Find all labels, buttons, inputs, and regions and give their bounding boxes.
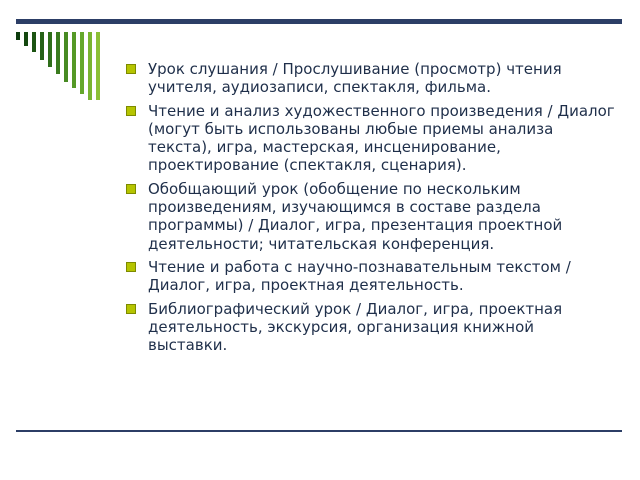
stripe (56, 32, 60, 74)
square-bullet-icon (126, 106, 136, 116)
stripe (88, 32, 92, 100)
square-bullet-icon (126, 304, 136, 314)
list-item (126, 102, 616, 175)
stripe (24, 32, 28, 46)
decorative-stripes (0, 0, 120, 120)
stripe (32, 32, 36, 52)
bullet-text: Чтение и анализ художественного произведения / Диалог (могут быть использованы любые приемы анализа текста), игра, мастерская, инсценирование, проектирование (спектакля, сценария). (148, 101, 615, 175)
bullet-text: Чтение и работа с научно-познавательным текстом / Диалог, игра, проектная деятельность. (148, 257, 571, 295)
square-bullet-icon (126, 262, 136, 272)
stripe (48, 32, 52, 67)
bullet-list (126, 60, 616, 354)
stripe (96, 32, 100, 100)
stripe (80, 32, 84, 94)
stripe (16, 32, 20, 40)
list-item (126, 180, 616, 253)
list-item (126, 258, 616, 295)
bullet-text: Урок слушания / Прослушивание (просмотр) чтения учителя, аудиозаписи, спектакля, фильма. (148, 60, 562, 97)
stripe (40, 32, 44, 60)
square-bullet-icon (126, 64, 136, 74)
bullet-text: Библиографический урок / Диалог, игра, проектная деятельность, экскурсия, организация книжной выставки. (148, 299, 563, 355)
bullet-text: Обобщающий урок (обобщение по нескольким произведениям, изучающимся в составе раздела программы) / Диалог, игра, презентация проектной деятельности; читательская конференция. (148, 179, 563, 253)
slide-content (126, 60, 616, 359)
stripe (64, 32, 68, 82)
list-item (126, 60, 616, 97)
list-item (126, 300, 616, 355)
stripe (72, 32, 76, 88)
square-bullet-icon (126, 184, 136, 194)
bottom-divider-line (16, 430, 622, 432)
